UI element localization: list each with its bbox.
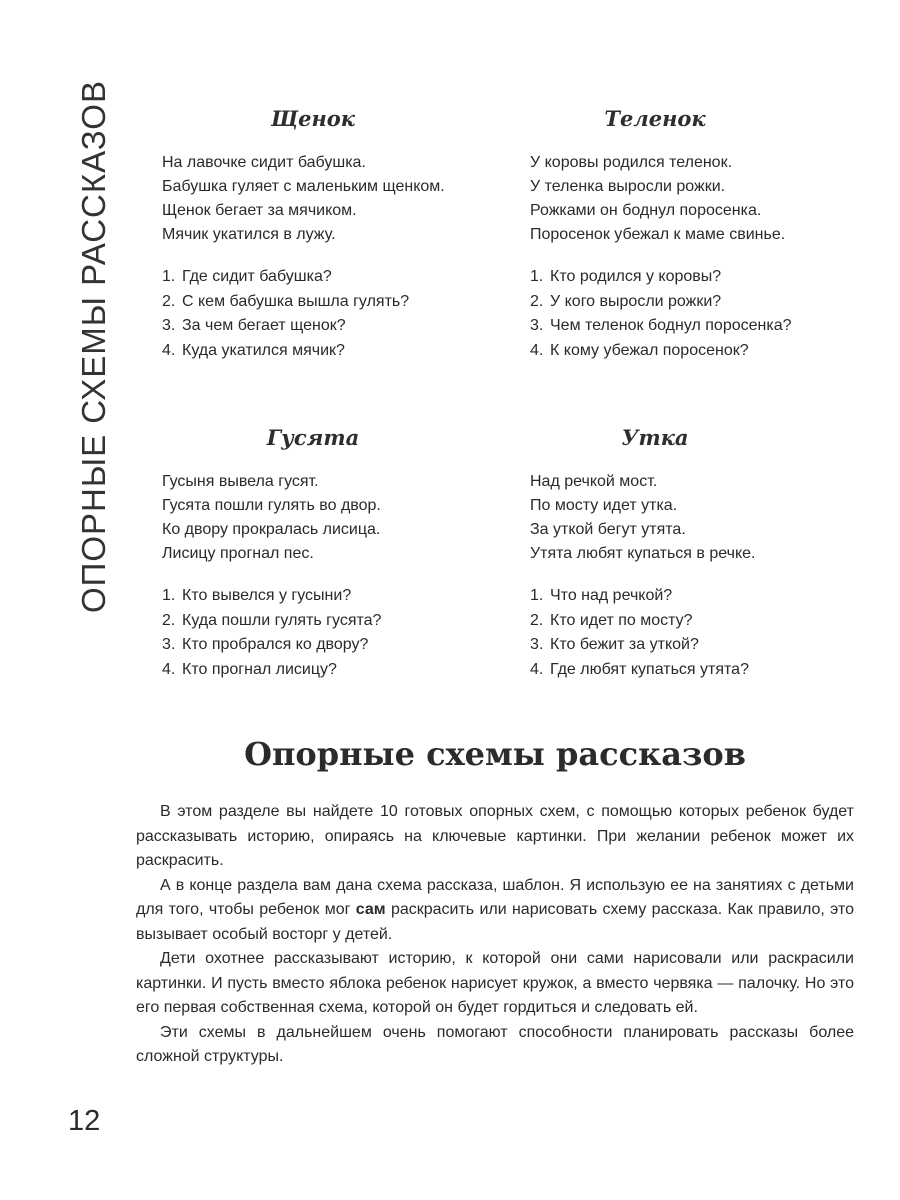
story-line: У коровы родился теленок. — [530, 154, 733, 171]
question-item — [162, 339, 492, 364]
question-number: 4. — [162, 660, 176, 678]
question-text: Кто бежит за уткой? — [550, 636, 699, 653]
question-item — [162, 609, 492, 634]
question-number: 3. — [162, 636, 176, 653]
story-line: Рожками он боднул поросенка. — [530, 202, 762, 219]
question-item — [162, 314, 492, 339]
question-number: 2. — [162, 611, 176, 629]
question-number: 3. — [530, 317, 544, 334]
paragraph — [136, 874, 854, 948]
paragraph: В этом разделе вы найдете 10 готовых опорных схем, с помощью которых ребенок будет рассказывать историю, опираясь на ключевые картинки. При желании ребенок может их раскрасить. — [136, 803, 854, 869]
story-line: Гусыня вывела гусят. — [162, 473, 319, 490]
question-number: 3. — [530, 636, 544, 653]
section-body — [136, 800, 854, 1070]
question-text: Куда укатился мячик? — [182, 341, 345, 359]
section-heading: Опорные схемы рассказов — [244, 735, 746, 773]
question-text: Где сидит бабушка? — [182, 268, 332, 285]
story-block — [530, 106, 860, 363]
question-item — [530, 339, 860, 364]
question-text: С кем бабушка вышла гулять? — [182, 292, 410, 310]
story-title: Теленок — [604, 106, 706, 131]
question-number: 4. — [162, 341, 176, 359]
question-text: Кто родился у коровы? — [550, 268, 722, 285]
question-text: К кому убежал поросенок? — [550, 341, 749, 359]
story-line: Гусята пошли гулять во двор. — [162, 497, 381, 514]
question-item — [530, 314, 860, 339]
question-text: Кто пробрался ко двору? — [182, 636, 369, 653]
question-number: 4. — [530, 660, 544, 678]
question-item — [162, 290, 492, 315]
question-item — [530, 609, 860, 634]
question-number: 1. — [162, 587, 176, 604]
story-line: Над речкой мост. — [530, 473, 658, 490]
question-number: 2. — [530, 611, 544, 629]
question-list — [162, 584, 492, 682]
story-line: За уткой бегут утята. — [530, 521, 686, 538]
question-number: 2. — [530, 292, 544, 310]
story-title: Щенок — [270, 106, 356, 131]
question-item — [530, 290, 860, 315]
story-line: Лисицу прогнал пес. — [162, 545, 314, 562]
question-item — [530, 265, 860, 290]
question-text: Что над речкой? — [550, 587, 673, 604]
question-text: Кто прогнал лисицу? — [182, 660, 337, 678]
story-line: У теленка выросли рожки. — [530, 178, 726, 195]
story-line: Бабушка гуляет с маленьким щенком. — [162, 178, 445, 195]
question-text: За чем бегает щенок? — [182, 317, 346, 334]
question-text: Кто вывелся у гусыни? — [182, 587, 352, 604]
story-block — [530, 425, 860, 682]
story-line: Щенок бегает за мячиком. — [162, 202, 357, 219]
story-block — [162, 106, 492, 363]
question-list — [530, 584, 860, 682]
story-block — [162, 425, 492, 682]
story-title: Утка — [621, 425, 689, 450]
question-item — [162, 658, 492, 683]
question-number: 2. — [162, 292, 176, 310]
story-line: На лавочке сидит бабушка. — [162, 154, 366, 171]
paragraph: Эти схемы в дальнейшем очень помогают способности планировать рассказы более сложной структуры. — [136, 1023, 854, 1065]
question-text: Чем теленок боднул поросенка? — [550, 317, 792, 334]
story-line: Мячик укатился в лужу. — [162, 226, 336, 243]
paragraph: Дети охотнее рассказывают историю, к которой они сами нарисовали или раскрасили картинки. И пусть вместо яблока ребенок нарисует кружок, а вместо червяка — палочку. Но это его первая собственная схема, которой он будет гордиться и следовать ей. — [136, 950, 854, 1016]
question-list — [530, 265, 860, 363]
question-text: Кто идет по мосту? — [550, 611, 693, 629]
running-head — [70, 80, 118, 614]
story-text — [530, 470, 860, 566]
question-number: 1. — [530, 268, 544, 285]
story-title: Гусята — [266, 425, 360, 450]
question-number: 4. — [530, 341, 544, 359]
question-item — [162, 584, 492, 609]
question-item — [162, 265, 492, 290]
page-number: 12 — [68, 1105, 101, 1137]
running-head-text: ОПОРНЫЕ СХЕМЫ РАССКАЗОВ — [75, 80, 112, 614]
question-item — [530, 633, 860, 658]
story-text — [162, 151, 492, 247]
question-text: Где любят купаться утята? — [550, 660, 749, 678]
question-item — [530, 658, 860, 683]
story-text — [530, 151, 860, 247]
paragraph-text: А в конце раздела вам дана схема рассказа, шаблон. Я использую ее на занятиях с детьми для того, чтобы ребенок мог — [136, 876, 854, 918]
story-line: Утята любят купаться в речке. — [530, 545, 756, 562]
question-list — [162, 265, 492, 363]
story-text — [162, 470, 492, 566]
question-number: 1. — [162, 268, 176, 285]
story-line: По мосту идет утка. — [530, 497, 678, 514]
question-number: 1. — [530, 587, 544, 604]
story-line: Ко двору прокралась лисица. — [162, 521, 381, 538]
question-text: Куда пошли гулять гусята? — [182, 611, 382, 629]
story-line: Поросенок убежал к маме свинье. — [530, 226, 786, 243]
paragraph-text: раскрасить или нарисовать схему рассказа. Как правило, это вызывает особый восторг у детей. — [136, 901, 854, 943]
question-item — [162, 633, 492, 658]
question-item — [530, 584, 860, 609]
question-text: У кого выросли рожки? — [550, 292, 722, 310]
emphasis-word: сам — [355, 901, 386, 918]
question-number: 3. — [162, 317, 176, 334]
